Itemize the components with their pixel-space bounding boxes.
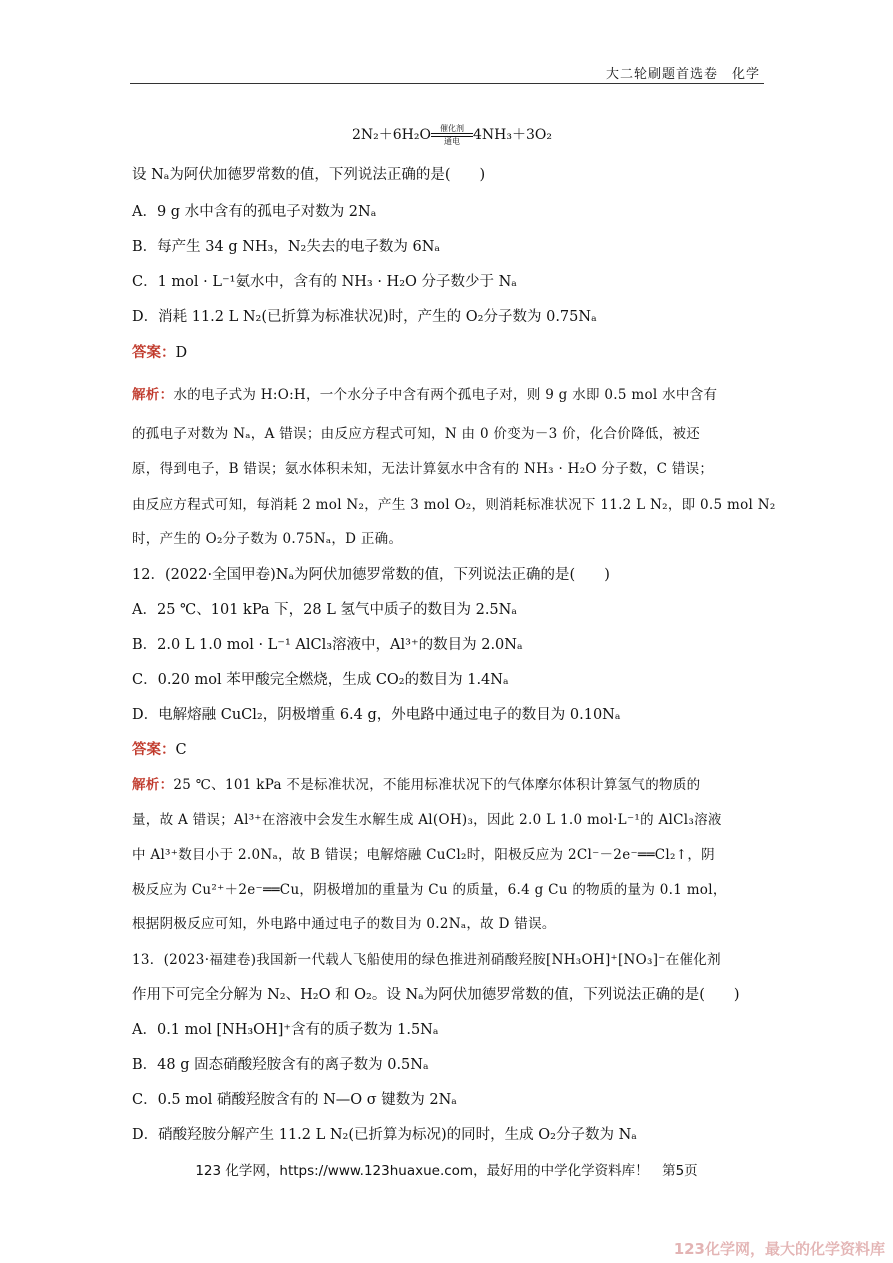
condition-bottom: 通电 <box>443 137 460 146</box>
answer-value: C <box>175 742 187 758</box>
q12-explanation-line: 根据阴极反应可知，外电路中通过电子的数目为 0.2Nₐ，故 D 错误。 <box>132 916 556 932</box>
q12-explanation-line: 中 Al³⁺数目小于 2.0Nₐ，故 B 错误；电解熔融 CuCl₂时，阳极反应为 2Cl⁻－2e⁻══Cl₂↑，阴 <box>132 847 715 863</box>
q11-option-b: B．每产生 34 g NH₃，N₂失去的电子数为 6Nₐ <box>132 239 440 255</box>
q13-stem-line: 作用下可完全分解为 N₂、H₂O 和 O₂。设 Nₐ为阿伏加德罗常数的值，下列说法正确的是( ) <box>132 987 740 1003</box>
explanation-label: 解析： <box>132 387 174 403</box>
page-header <box>130 63 764 84</box>
q13-stem-line: 13．(2023·福建卷)我国新一代载人飞船使用的绿色推进剂硝酸羟胺[NH₃OH]⁺[NO₃]⁻在催化剂 <box>132 952 721 968</box>
equation-right: 4NH₃＋3O₂ <box>472 127 552 143</box>
watermark: 123化学网，最大的化学资料库 <box>673 1240 885 1258</box>
q12-explanation-line <box>132 773 772 793</box>
q12-explanation-line: 极反应为 Cu²⁺＋2e⁻══Cu，阴极增加的重量为 Cu 的质量，6.4 g Cu 的物质的量为 0.1 mol， <box>132 882 727 898</box>
q11-explanation-line: 时，产生的 O₂分子数为 0.75Nₐ，D 正确。 <box>132 531 403 547</box>
condition-top: 催化剂 <box>439 124 464 133</box>
q13-option-b: B．48 g 固态硝酸羟胺含有的离子数为 0.5Nₐ <box>132 1057 429 1073</box>
reaction-equation <box>352 124 893 146</box>
equation-left: 2N₂＋6H₂O <box>352 127 431 143</box>
q13-option-c: C．0.5 mol 硝酸羟胺含有的 N—O σ 键数为 2Nₐ <box>132 1092 457 1108</box>
equation-condition <box>431 124 473 146</box>
q12-option-a: A．25 ℃、101 kPa 下，28 L 氢气中质子的数目为 2.5Nₐ <box>132 602 517 618</box>
q11-answer <box>132 341 772 362</box>
q13-option-a: A．0.1 mol [NH₃OH]⁺含有的质子数为 1.5Nₐ <box>132 1022 439 1038</box>
q11-stem: 设 Nₐ为阿伏加德罗常数的值，下列说法正确的是( ) <box>132 167 486 183</box>
q11-explanation-line: 的孤电子对数为 Nₐ，A 错误；由反应方程式可知，N 由 0 价变为－3 价，化合价降低，被还 <box>132 426 701 442</box>
q11-explanation-line <box>132 383 772 403</box>
page-footer: 123 化学网，https://www.123huaxue.com，最好用的中学化学资料库！ 第5页 <box>195 1163 698 1179</box>
q12-explanation-line: 量，故 A 错误；Al³⁺在溶液中会发生水解生成 Al(OH)₃，因此 2.0 L 1.0 mol·L⁻¹的 AlCl₃溶液 <box>132 812 722 828</box>
q11-explanation-line: 由反应方程式可知，每消耗 2 mol N₂，产生 3 mol O₂，则消耗标准状况下 11.2 L N₂，即 0.5 mol N₂ <box>132 497 776 513</box>
q12-option-c: C．0.20 mol 苯甲酸完全燃烧，生成 CO₂的数目为 1.4Nₐ <box>132 672 509 688</box>
q11-option-d: D．消耗 11.2 L N₂(已折算为标准状况)时，产生的 O₂分子数为 0.75Nₐ <box>132 309 597 325</box>
q11-option-a: A．9 g 水中含有的孤电子对数为 2Nₐ <box>132 204 377 220</box>
answer-value: D <box>175 345 188 361</box>
q11-explanation-line: 原，得到电子，B 错误；氨水体积未知，无法计算氨水中含有的 NH₃ · H₂O 分子数，C 错误； <box>132 461 714 477</box>
q12-option-b: B．2.0 L 1.0 mol · L⁻¹ AlCl₃溶液中，Al³⁺的数目为 2.0Nₐ <box>132 637 523 653</box>
answer-label: 答案： <box>132 742 176 758</box>
answer-label: 答案： <box>132 345 176 361</box>
header-title: 大二轮刷题首选卷 化学 <box>605 67 760 82</box>
explanation-text: 25 ℃、101 kPa 不是标准状况，不能用标准状况下的气体摩尔体积计算氢气的物质的 <box>173 777 701 793</box>
q11-option-c: C．1 mol · L⁻¹氨水中，含有的 NH₃ · H₂O 分子数少于 Nₐ <box>132 274 517 290</box>
explanation-text: 水的电子式为 H:O:H，一个水分子中含有两个孤电子对，则 9 g 水即 0.5 mol 水中含有 <box>173 387 718 403</box>
q12-stem: 12．(2022·全国甲卷)Nₐ为阿伏加德罗常数的值，下列说法正确的是( ) <box>132 567 610 583</box>
q13-option-d: D．硝酸羟胺分解产生 11.2 L N₂(已折算为标况)的同时，生成 O₂分子数为 Nₐ <box>132 1127 637 1143</box>
q12-option-d: D．电解熔融 CuCl₂，阴极增重 6.4 g，外电路中通过电子的数目为 0.10Nₐ <box>132 707 621 723</box>
q12-answer <box>132 738 772 759</box>
explanation-label: 解析： <box>132 777 174 793</box>
